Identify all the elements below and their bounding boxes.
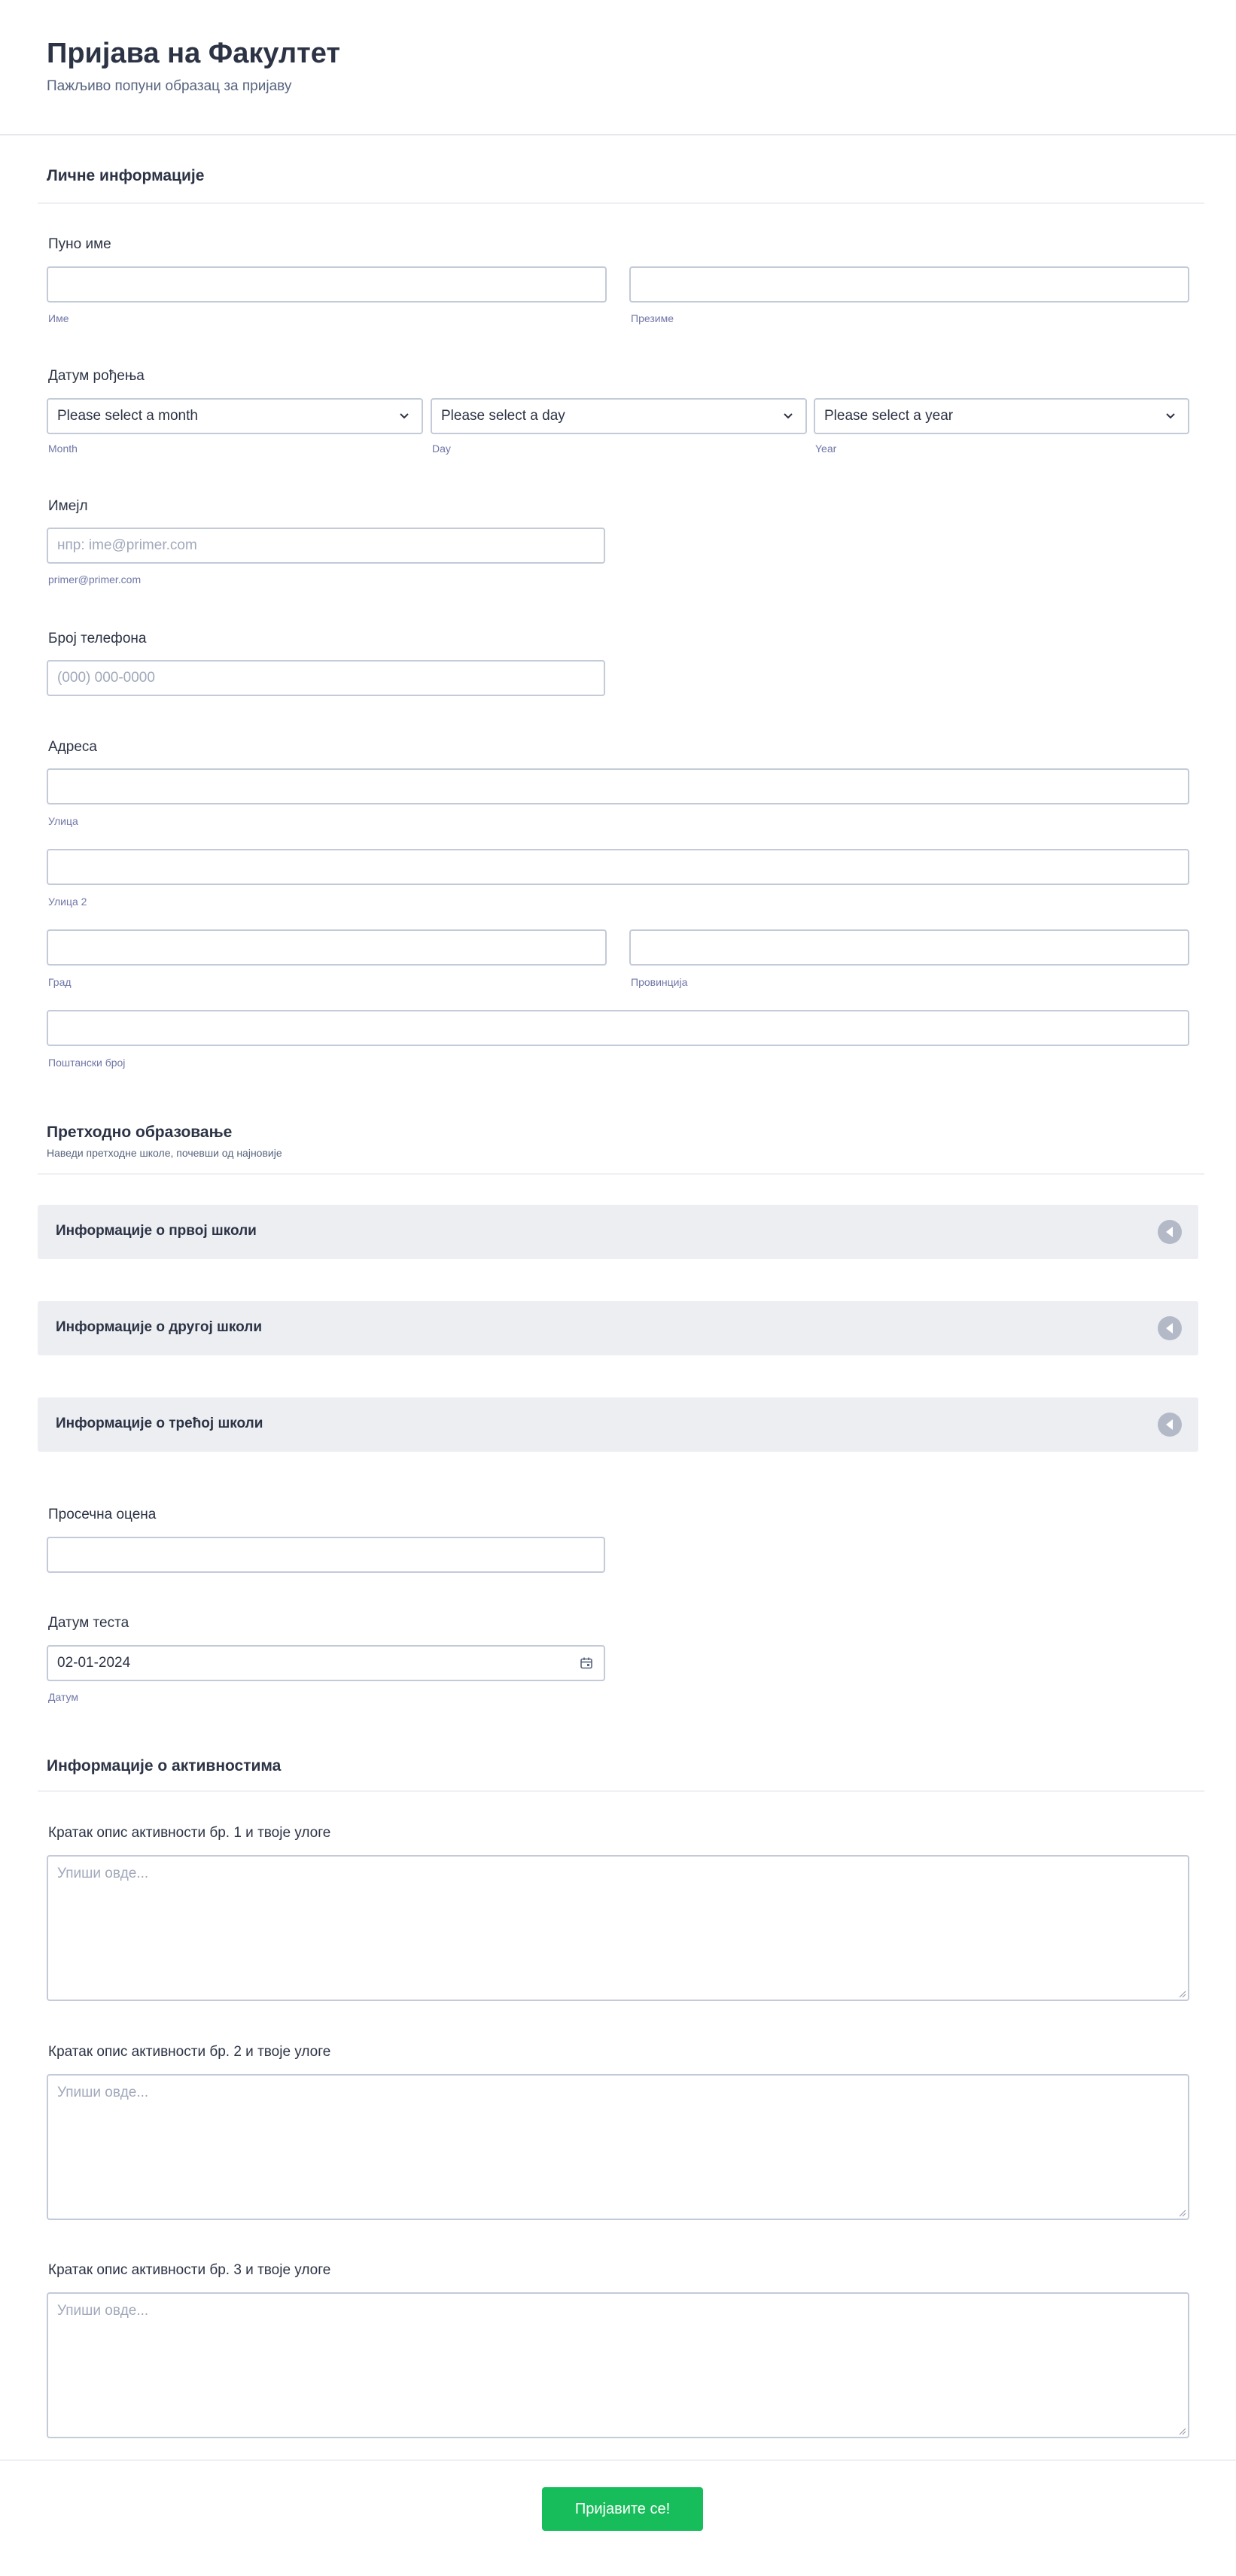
last-name-sublabel: Презиме bbox=[631, 312, 674, 324]
activity-2-textarea[interactable] bbox=[47, 2074, 1189, 2220]
phone-label: Број телефона bbox=[48, 631, 147, 646]
section-heading-activities: Информације о активностима bbox=[47, 1757, 282, 1775]
email-input[interactable] bbox=[47, 528, 605, 564]
resize-handle-icon[interactable] bbox=[1177, 2208, 1186, 2217]
activity-3-label: Кратак опис активности бр. 3 и твоје улоге bbox=[48, 2262, 331, 2278]
test-date-sublabel: Датум bbox=[48, 1691, 78, 1703]
address-label: Адреса bbox=[48, 739, 97, 755]
birth-date-label: Датум рођења bbox=[48, 368, 145, 384]
province-sublabel: Провинција bbox=[631, 976, 688, 988]
street-input[interactable] bbox=[47, 768, 1189, 804]
postal-code-input[interactable] bbox=[47, 1010, 1189, 1046]
birth-month-value: Please select a month bbox=[57, 408, 198, 424]
chevron-down-icon bbox=[1164, 409, 1177, 423]
test-date-label: Датум теста bbox=[48, 1615, 129, 1631]
street2-sublabel: Улица 2 bbox=[48, 896, 87, 908]
school-2-collapse[interactable] bbox=[38, 1301, 1198, 1355]
gpa-input[interactable] bbox=[47, 1537, 605, 1573]
city-input[interactable] bbox=[47, 929, 607, 966]
footer-divider bbox=[0, 2459, 1236, 2461]
school-2-label: Информације о другој школи bbox=[56, 1319, 262, 1335]
caret-left-icon bbox=[1158, 1316, 1182, 1340]
city-sublabel: Град bbox=[48, 976, 72, 988]
street-sublabel: Улица bbox=[48, 815, 78, 827]
first-name-input[interactable] bbox=[47, 266, 607, 303]
section-divider bbox=[38, 202, 1204, 204]
phone-input[interactable] bbox=[47, 660, 605, 696]
calendar-icon[interactable] bbox=[580, 1656, 593, 1670]
birth-day-select[interactable] bbox=[431, 398, 807, 434]
email-label: Имејл bbox=[48, 498, 88, 514]
section-heading-personal: Личне информације bbox=[47, 167, 205, 184]
postal-code-sublabel: Поштански број bbox=[48, 1057, 126, 1069]
activity-1-textarea[interactable] bbox=[47, 1855, 1189, 2001]
section-divider bbox=[38, 1790, 1204, 1792]
page-title: Пријава на Факултет bbox=[47, 38, 340, 69]
school-3-collapse[interactable] bbox=[38, 1397, 1198, 1452]
test-date-value: 02-01-2024 bbox=[57, 1655, 131, 1671]
last-name-input[interactable] bbox=[629, 266, 1189, 303]
email-sublabel: primer@primer.com bbox=[48, 573, 142, 585]
section-subheading-education: Наведи претходне школе, почевши од најновије bbox=[47, 1147, 282, 1159]
street2-input[interactable] bbox=[47, 849, 1189, 885]
birth-month-sublabel: Month bbox=[48, 443, 78, 455]
province-input[interactable] bbox=[629, 929, 1189, 966]
school-1-collapse[interactable] bbox=[38, 1205, 1198, 1259]
resize-handle-icon[interactable] bbox=[1177, 2426, 1186, 2435]
birth-day-sublabel: Day bbox=[432, 443, 451, 455]
page-subtitle: Пажљиво попуни образац за пријаву bbox=[47, 78, 292, 94]
activity-3-textarea[interactable] bbox=[47, 2292, 1189, 2438]
activity-2-label: Кратак опис активности бр. 2 и твоје улоге bbox=[48, 2044, 331, 2060]
school-1-label: Информације о првој школи bbox=[56, 1223, 257, 1239]
chevron-down-icon bbox=[397, 409, 411, 423]
school-3-label: Информације о трећој школи bbox=[56, 1416, 263, 1431]
caret-left-icon bbox=[1158, 1220, 1182, 1244]
form-header bbox=[0, 0, 1236, 135]
birth-year-select[interactable] bbox=[814, 398, 1189, 434]
section-divider bbox=[38, 1173, 1204, 1175]
first-name-sublabel: Име bbox=[48, 312, 69, 324]
birth-year-value: Please select a year bbox=[824, 408, 954, 424]
birth-day-value: Please select a day bbox=[441, 408, 565, 424]
submit-button[interactable]: Пријавите се! bbox=[542, 2487, 703, 2531]
full-name-label: Пуно име bbox=[48, 236, 111, 252]
birth-month-select[interactable] bbox=[47, 398, 423, 434]
caret-left-icon bbox=[1158, 1413, 1182, 1437]
activity-1-label: Кратак опис активности бр. 1 и твоје улоге bbox=[48, 1825, 331, 1841]
resize-handle-icon[interactable] bbox=[1177, 1989, 1186, 1998]
chevron-down-icon bbox=[781, 409, 795, 423]
birth-year-sublabel: Year bbox=[815, 443, 837, 455]
gpa-label: Просечна оцена bbox=[48, 1507, 157, 1522]
test-date-input[interactable] bbox=[47, 1645, 605, 1681]
section-heading-education: Претходно образовање bbox=[47, 1124, 233, 1141]
